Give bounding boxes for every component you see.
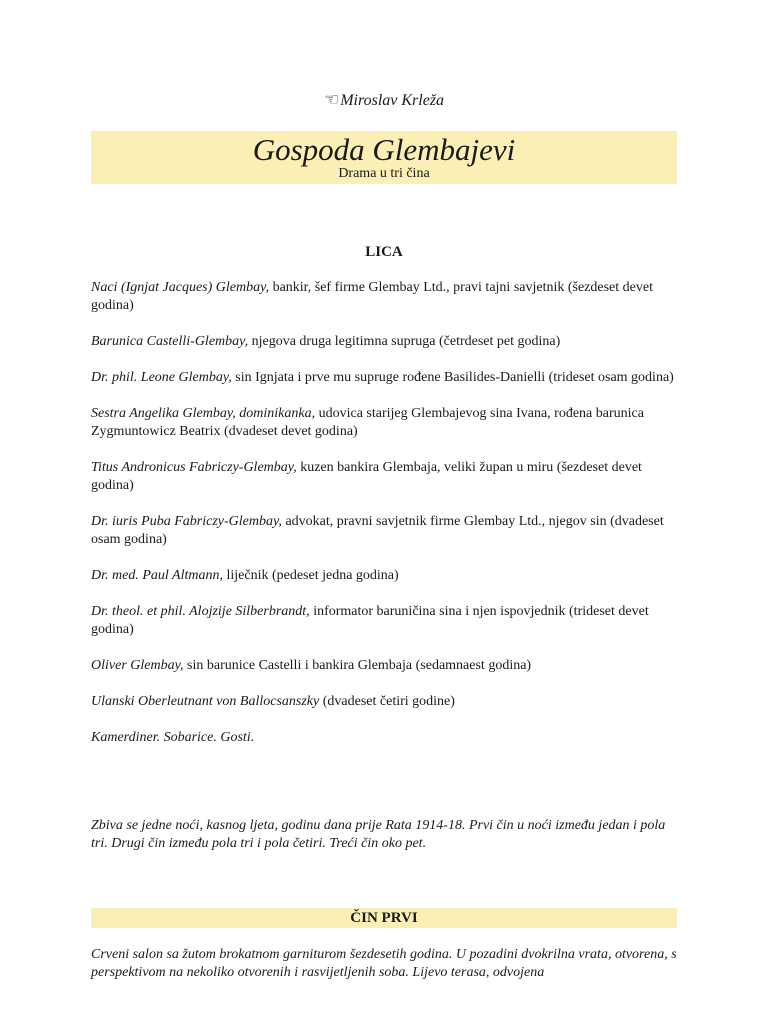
stage-direction: Crveni salon sa žutom brokatnom garniturom šezdesetih godina. U pozadini dvokrilna vrata, otvorena, s perspektivom na nekoliko otvorenih i rasvijetljenih soba. Lijevo terasa, odvojena bbox=[91, 947, 677, 980]
cast-list bbox=[91, 279, 681, 765]
author-name: Miroslav Krleža bbox=[340, 92, 445, 109]
cast-entry bbox=[91, 693, 681, 711]
cast-description: liječnik (pedeset jedna godina) bbox=[226, 568, 399, 583]
cast-role: Sestra Angelika Glembay, dominikanka, bbox=[91, 406, 316, 421]
cast-role: Kamerdiner. Sobarice. Gosti. bbox=[91, 730, 255, 745]
cast-entry bbox=[91, 333, 681, 351]
cast-role: Barunica Castelli-Glembay, bbox=[91, 334, 249, 349]
cast-description: sin barunice Castelli i bankira Glembaja (sedamnaest godina) bbox=[187, 658, 532, 673]
setting-paragraph: Zbiva se jedne noći, kasnog ljeta, godinu dana prije Rata 1914-18. Prvi čin u noći između jedan i pola tri. Drugi čin između pola tri i pola četiri. Treći čin oko pet. bbox=[91, 818, 666, 851]
cast-role: Dr. phil. Leone Glembay, bbox=[91, 370, 232, 385]
cast-entry bbox=[91, 603, 681, 639]
play-subtitle: Drama u tri čina bbox=[338, 166, 430, 181]
cast-description: bankir, šef firme Glembay Ltd., pravi tajni savjetnik (šezdeset devet godina) bbox=[91, 280, 653, 313]
cast-description: sin Ignjata i prve mu supruge rođene Basilides-Danielli (trideset osam godina) bbox=[235, 370, 674, 385]
cast-entry bbox=[91, 279, 681, 315]
author-line bbox=[0, 90, 768, 110]
pointing-hand-icon: ☜ bbox=[323, 90, 340, 109]
cast-role: Ulanski Oberleutnant von Ballocsanszky bbox=[91, 694, 320, 709]
cast-description: (dvadeset četiri godine) bbox=[322, 694, 455, 709]
cast-description: kuzen bankira Glembaja, veliki župan u miru (šezdeset devet godina) bbox=[91, 460, 642, 493]
title-banner bbox=[91, 131, 677, 184]
cast-heading: LICA bbox=[365, 244, 403, 260]
cast-description: udovica starijeg Glembajevog sina Ivana, rođena barunica Zygmuntowicz Beatrix (dvadeset devet godina) bbox=[91, 406, 644, 439]
cast-role: Dr. theol. et phil. Alojzije Silberbrandt, bbox=[91, 604, 310, 619]
cast-entry bbox=[91, 729, 681, 747]
cast-entry bbox=[91, 567, 681, 585]
cast-entry bbox=[91, 513, 681, 549]
cast-role: Titus Andronicus Fabriczy-Glembay, bbox=[91, 460, 297, 475]
cast-description: informator baruničina sina i njen ispovjednik (trideset devet godina) bbox=[91, 604, 649, 637]
cast-entry bbox=[91, 369, 681, 387]
cast-entry bbox=[91, 657, 681, 675]
cast-entry bbox=[91, 405, 681, 441]
cast-role: Oliver Glembay, bbox=[91, 658, 184, 673]
act-heading: ČIN PRVI bbox=[91, 908, 677, 928]
cast-role: Naci (Ignjat Jacques) Glembay, bbox=[91, 280, 270, 295]
cast-entry bbox=[91, 459, 681, 495]
cast-role: Dr. med. Paul Altmann, bbox=[91, 568, 223, 583]
play-title: Gospoda Glembajevi bbox=[252, 132, 516, 167]
cast-role: Dr. iuris Puba Fabriczy-Glembay, bbox=[91, 514, 282, 529]
cast-description: advokat, pravni savjetnik firme Glembay Ltd., njegov sin (dvadeset osam godina) bbox=[91, 514, 664, 547]
cast-description: njegova druga legitimna supruga (četrdeset pet godina) bbox=[251, 334, 561, 349]
